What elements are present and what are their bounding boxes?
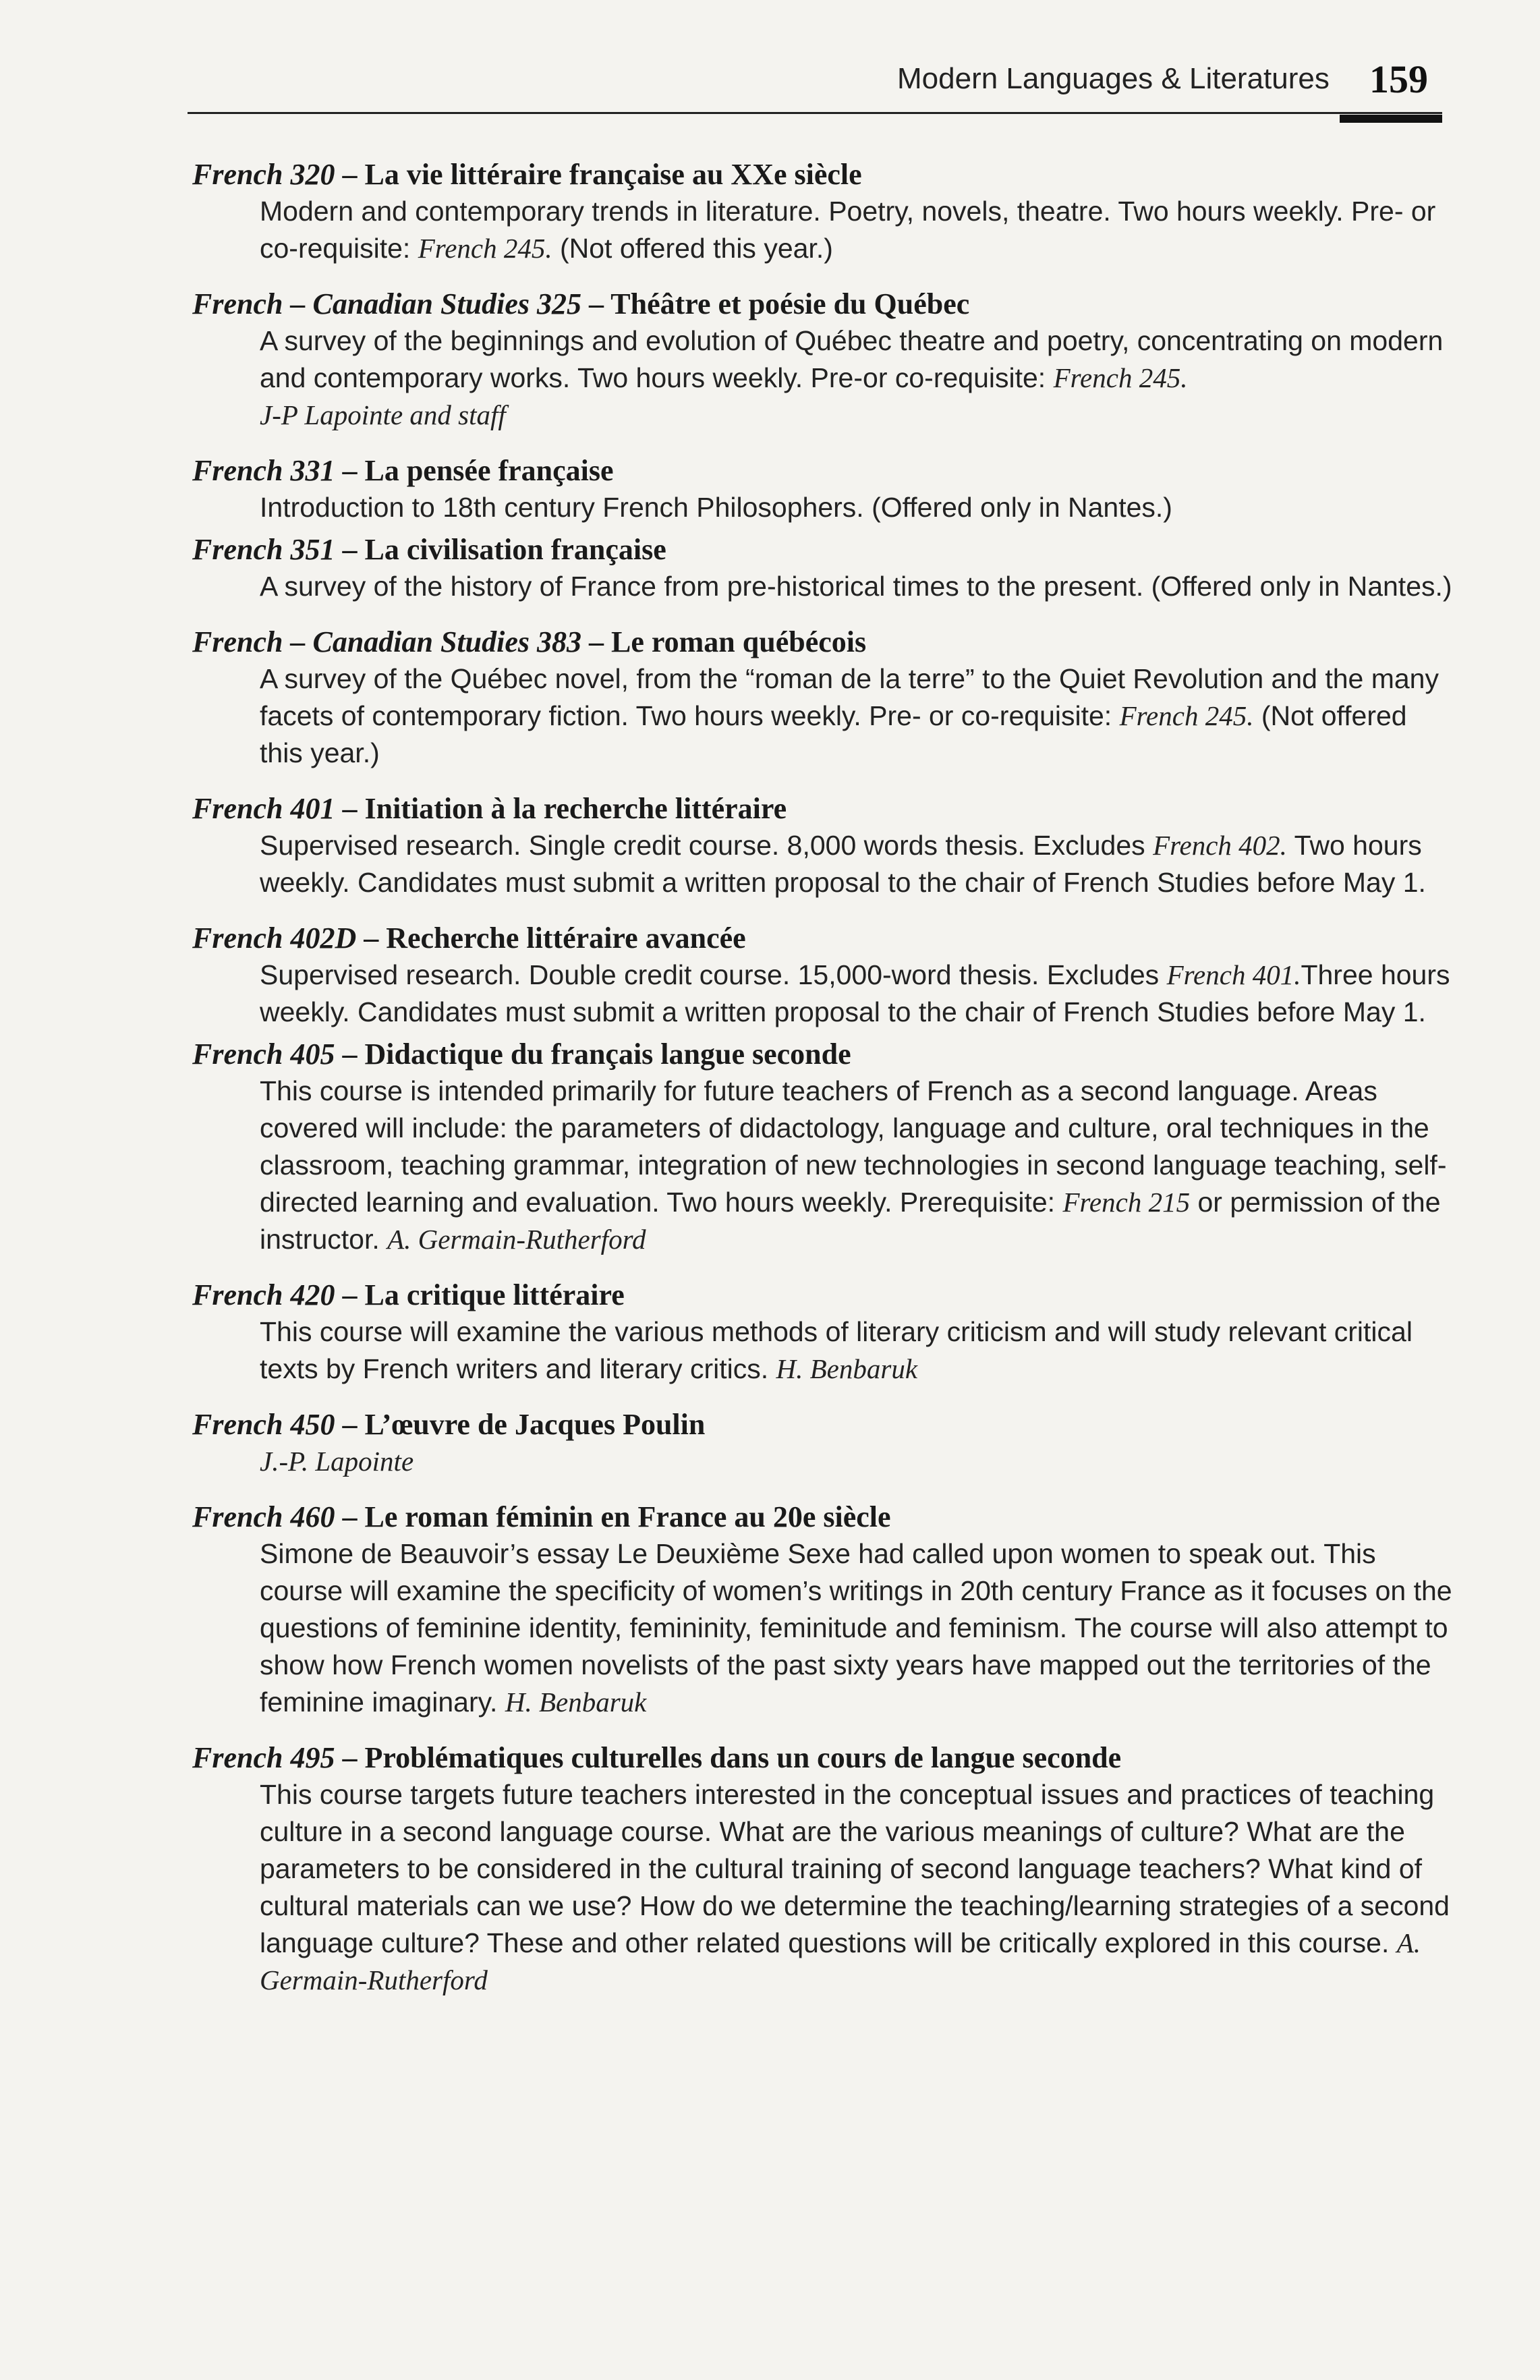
course-code: French 402D <box>192 922 357 955</box>
course-title: Le roman féminin en France au 20e siècle <box>364 1500 891 1533</box>
description-tail: or permission of the instructor. <box>260 1187 1441 1255</box>
description-text: A survey of the beginnings and evolution of Québec theatre and poetry, concentrating on modern and contemporary works. Two hours weekly. Pre-or co-requisite: <box>260 325 1444 393</box>
course-reference: French 402. <box>1153 830 1287 861</box>
course-description <box>260 1313 1454 1388</box>
course-entry <box>192 920 1454 1031</box>
description-text: Introduction to 18th century French Philosophers. (Offered only in Nantes.) <box>260 492 1172 523</box>
description-text: Modern and contemporary trends in literature. Poetry, novels, theatre. Two hours weekly. Pre- or co-requisite: <box>260 196 1436 264</box>
description-text: This course will examine the various methods of literary criticism and will study relevant critical texts by French writers and literary critics. <box>260 1316 1413 1384</box>
course-reference: French 245. <box>1053 362 1188 393</box>
course-entry <box>192 453 1454 526</box>
course-entry <box>192 1277 1454 1388</box>
course-title: Didactique du français langue seconde <box>364 1038 851 1071</box>
course-entry <box>192 532 1454 605</box>
course-heading <box>192 1407 1454 1443</box>
course-reference: French 245. <box>418 233 552 264</box>
course-description <box>260 1073 1454 1258</box>
course-separator: – <box>581 287 611 320</box>
course-entry <box>192 157 1454 267</box>
course-title: Recherche littéraire avancée <box>386 922 746 955</box>
course-separator: – <box>335 1038 365 1071</box>
course-code: French 450 <box>192 1408 335 1441</box>
course-title: Le roman québécois <box>611 625 867 658</box>
course-title: Problématiques culturelles dans un cours de langue seconde <box>364 1741 1122 1774</box>
course-description <box>260 322 1454 434</box>
course-title: La pensée française <box>364 454 614 487</box>
description-text: This course is intended primarily for future teachers of French as a second language. Areas covered will include: the parameters of didactology, language and culture, oral techniques in the classroom, teaching grammar, integration of new technologies in second language teaching, self-directed learning and evaluation. Two hours weekly. Prerequisite: <box>260 1075 1447 1218</box>
instructor: J.-P. Lapointe <box>260 1446 414 1477</box>
course-entry <box>192 624 1454 772</box>
course-title: Théâtre et poésie du Québec <box>610 287 970 320</box>
course-separator: – <box>581 625 612 658</box>
course-description <box>260 193 1454 267</box>
course-entry <box>192 1499 1454 1721</box>
description-text: This course targets future teachers interested in the conceptual issues and practices of teaching culture in a second language course. What are the various meanings of culture? What are the parameters to be considered in the cultural training of second language teachers? What kind of cultural materials can we use? How do we determine the teaching/learning strategies of a second language culture? These and other related questions will be critically explored in this course. <box>260 1779 1450 1958</box>
description-text: Supervised research. Single credit course. 8,000 words thesis. Excludes <box>260 830 1153 861</box>
course-heading <box>192 1499 1454 1535</box>
running-head: Modern Languages & Literatures <box>897 62 1330 95</box>
course-description <box>260 568 1454 605</box>
course-title: L’œuvre de Jacques Poulin <box>364 1408 706 1441</box>
description-tail: Two hours weekly. Candidates must submit a written proposal to the chair of French Studies before May 1. <box>260 830 1426 898</box>
description-text: Simone de Beauvoir’s essay Le Deuxième Sexe had called upon women to speak out. This course will examine the specificity of women’s writings in 20th century France as it focuses on the questions of feminine identity, femininity, feminitude and feminism. The course will also attempt to show how French women novelists of the past sixty years have mapped out the territories of the feminine imaginary. <box>260 1538 1452 1718</box>
course-separator: – <box>335 1278 365 1311</box>
course-code: French 495 <box>192 1741 335 1774</box>
course-heading <box>192 920 1454 957</box>
course-heading <box>192 1036 1454 1073</box>
header-rule <box>188 112 1442 114</box>
instructor: A. Germain-Rutherford <box>387 1224 646 1255</box>
course-description <box>260 1776 1454 1999</box>
course-heading <box>192 1277 1454 1313</box>
course-code: French 420 <box>192 1278 335 1311</box>
course-code: French 320 <box>192 158 335 191</box>
course-code: French 405 <box>192 1038 335 1071</box>
course-separator: – <box>335 533 365 566</box>
course-entry <box>192 1407 1454 1480</box>
instructor: J-P Lapointe and staff <box>260 399 506 430</box>
course-heading <box>192 624 1454 660</box>
course-description <box>260 1443 1454 1480</box>
course-description <box>260 1535 1454 1721</box>
course-reference: French 215 <box>1062 1187 1191 1218</box>
course-code: French 331 <box>192 454 335 487</box>
course-separator: – <box>335 454 365 487</box>
course-separator: – <box>335 792 365 825</box>
course-heading <box>192 453 1454 489</box>
page-number: 159 <box>1369 57 1428 101</box>
header-rule-accent <box>1340 115 1442 123</box>
course-code: French 351 <box>192 533 335 566</box>
course-separator: – <box>335 158 365 191</box>
course-title: La civilisation française <box>364 533 666 566</box>
course-list <box>192 157 1454 2018</box>
course-code: French 460 <box>192 1500 335 1533</box>
course-heading <box>192 532 1454 568</box>
course-title: La vie littéraire française au XXe siècle <box>364 158 862 191</box>
course-reference: French 401. <box>1166 959 1301 990</box>
course-entry <box>192 1036 1454 1258</box>
course-separator: – <box>356 922 387 955</box>
course-separator: – <box>335 1741 365 1774</box>
course-separator: – <box>335 1408 365 1441</box>
course-description <box>260 489 1454 526</box>
description-tail: (Not offered this year.) <box>260 700 1407 768</box>
course-description <box>260 660 1454 772</box>
course-description <box>260 827 1454 901</box>
course-entry <box>192 286 1454 434</box>
instructor: H. Benbaruk <box>505 1687 647 1718</box>
course-title: La critique littéraire <box>364 1278 625 1311</box>
description-tail: Three hours weekly. Candidates must submit a written proposal to the chair of French Studies before May 1. <box>260 959 1450 1027</box>
course-code: French – Canadian Studies 325 <box>192 287 582 320</box>
course-title: Initiation à la recherche littéraire <box>364 792 787 825</box>
course-reference: French 245. <box>1119 700 1254 731</box>
course-description <box>260 957 1454 1031</box>
course-separator: – <box>335 1500 365 1533</box>
description-tail: (Not offered this year.) <box>552 233 833 264</box>
course-entry <box>192 1740 1454 1999</box>
course-code: French 401 <box>192 792 335 825</box>
course-heading <box>192 1740 1454 1776</box>
description-text: Supervised research. Double credit course. 15,000-word thesis. Excludes <box>260 959 1167 990</box>
course-heading <box>192 791 1454 827</box>
course-code: French – Canadian Studies 383 <box>192 625 582 658</box>
description-text: A survey of the Québec novel, from the “roman de la terre” to the Quiet Revolution and the many facets of contemporary fiction. Two hours weekly. Pre- or co-requisite: <box>260 663 1439 731</box>
course-heading <box>192 157 1454 193</box>
instructor: H. Benbaruk <box>776 1353 918 1384</box>
description-text: A survey of the history of France from pre-historical times to the present. (Offered only in Nantes.) <box>260 571 1452 602</box>
course-entry <box>192 791 1454 901</box>
course-heading <box>192 286 1454 322</box>
instructor: A. Germain-Rutherford <box>260 1927 1421 1995</box>
